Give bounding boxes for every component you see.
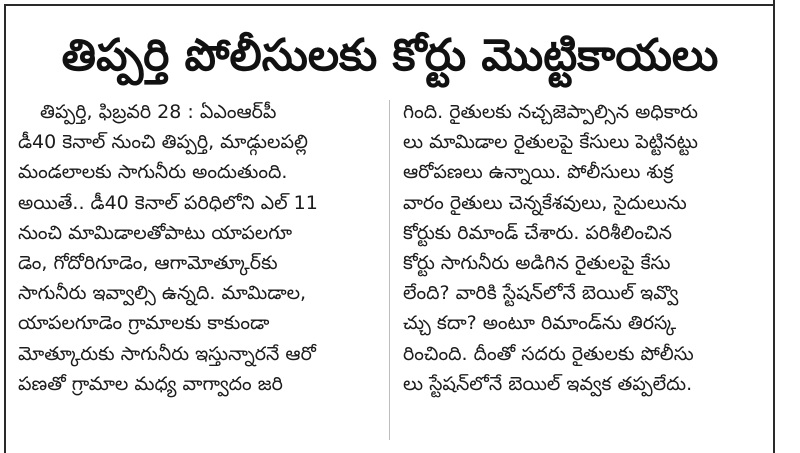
body-line: యాపలగూడెం గ్రామాలకు కాకుండా bbox=[18, 312, 270, 335]
left-border-rule bbox=[4, 4, 6, 453]
body-line: డీ40 కెనాల్‌ నుంచి తిప్పర్తి, మాడ్గులపల్లి bbox=[18, 131, 308, 154]
right-border-rule bbox=[773, 0, 775, 453]
body-line: వారం రైతులు చెన్నకేశవులు, సైదులును bbox=[403, 191, 687, 214]
body-line: అయితే.. డీ40 కెనాల్‌ పరిధిలోని ఎల్‌ 11 bbox=[18, 191, 318, 214]
body-line: మండలాలకు సాగునీరు అందుతుంది. bbox=[18, 161, 288, 184]
body-line: డెం, గోదోరిగూడెం, ఆగామోత్కూర్‌కు bbox=[18, 251, 278, 274]
headline: తిప్పర్తి పోలీసులకు కోర్టు మొట్టికాయలు bbox=[61, 30, 719, 81]
body-line: నుంచి మామిడాలతోపాటు యాపలగూ bbox=[18, 221, 293, 244]
top-border-rule bbox=[4, 4, 774, 6]
article-column-left bbox=[18, 97, 373, 399]
body-line: రించింది. దీంతో సదరు రైతులకు పోలీసు bbox=[403, 342, 694, 365]
body-line: లేంది? వారికి స్టేషన్‌లోనే బెయిల్‌ ఇవ్వొ bbox=[403, 282, 679, 305]
body-line: లు స్టేషన్‌లోనే బెయిల్‌ ఇవ్వక తప్పలేదు. bbox=[403, 372, 693, 395]
column-divider bbox=[389, 100, 390, 440]
body-line: పణతో గ్రామాల మధ్య వాగ్వాదం జరి bbox=[18, 372, 283, 395]
body-line: లు మామిడాల రైతులపై కేసులు పెట్టినట్టు bbox=[403, 131, 699, 154]
body-line: కోర్టు సాగునీరు అడిగిన రైతులపై కేసు bbox=[403, 251, 671, 274]
article-column-right bbox=[403, 97, 758, 399]
body-line: చ్చు కదా? అంటూ రిమాండ్‌ను తిరస్క bbox=[403, 312, 677, 335]
body-line: తిప్పర్తి, ఫిబ్రవరి 28 : ఏఎంఆర్‌పీ bbox=[40, 101, 277, 123]
body-line: ఆరోపణలు ఉన్నాయి. పోలీసులు శుక్ర bbox=[403, 161, 674, 184]
body-line: సాగునీరు ఇవ్వాల్సి ఉన్నది. మామిడాల, bbox=[18, 282, 307, 305]
body-line: కోర్టుకు రిమాండ్‌ చేశారు. పరిశీలించిన bbox=[403, 221, 672, 244]
body-line: మోత్కూరుకు సాగునీరు ఇస్తున్నారనే ఆరో bbox=[18, 342, 316, 365]
body-line: గింది. రైతులకు నచ్చజెప్పాల్సిన అధికారు bbox=[403, 101, 699, 123]
